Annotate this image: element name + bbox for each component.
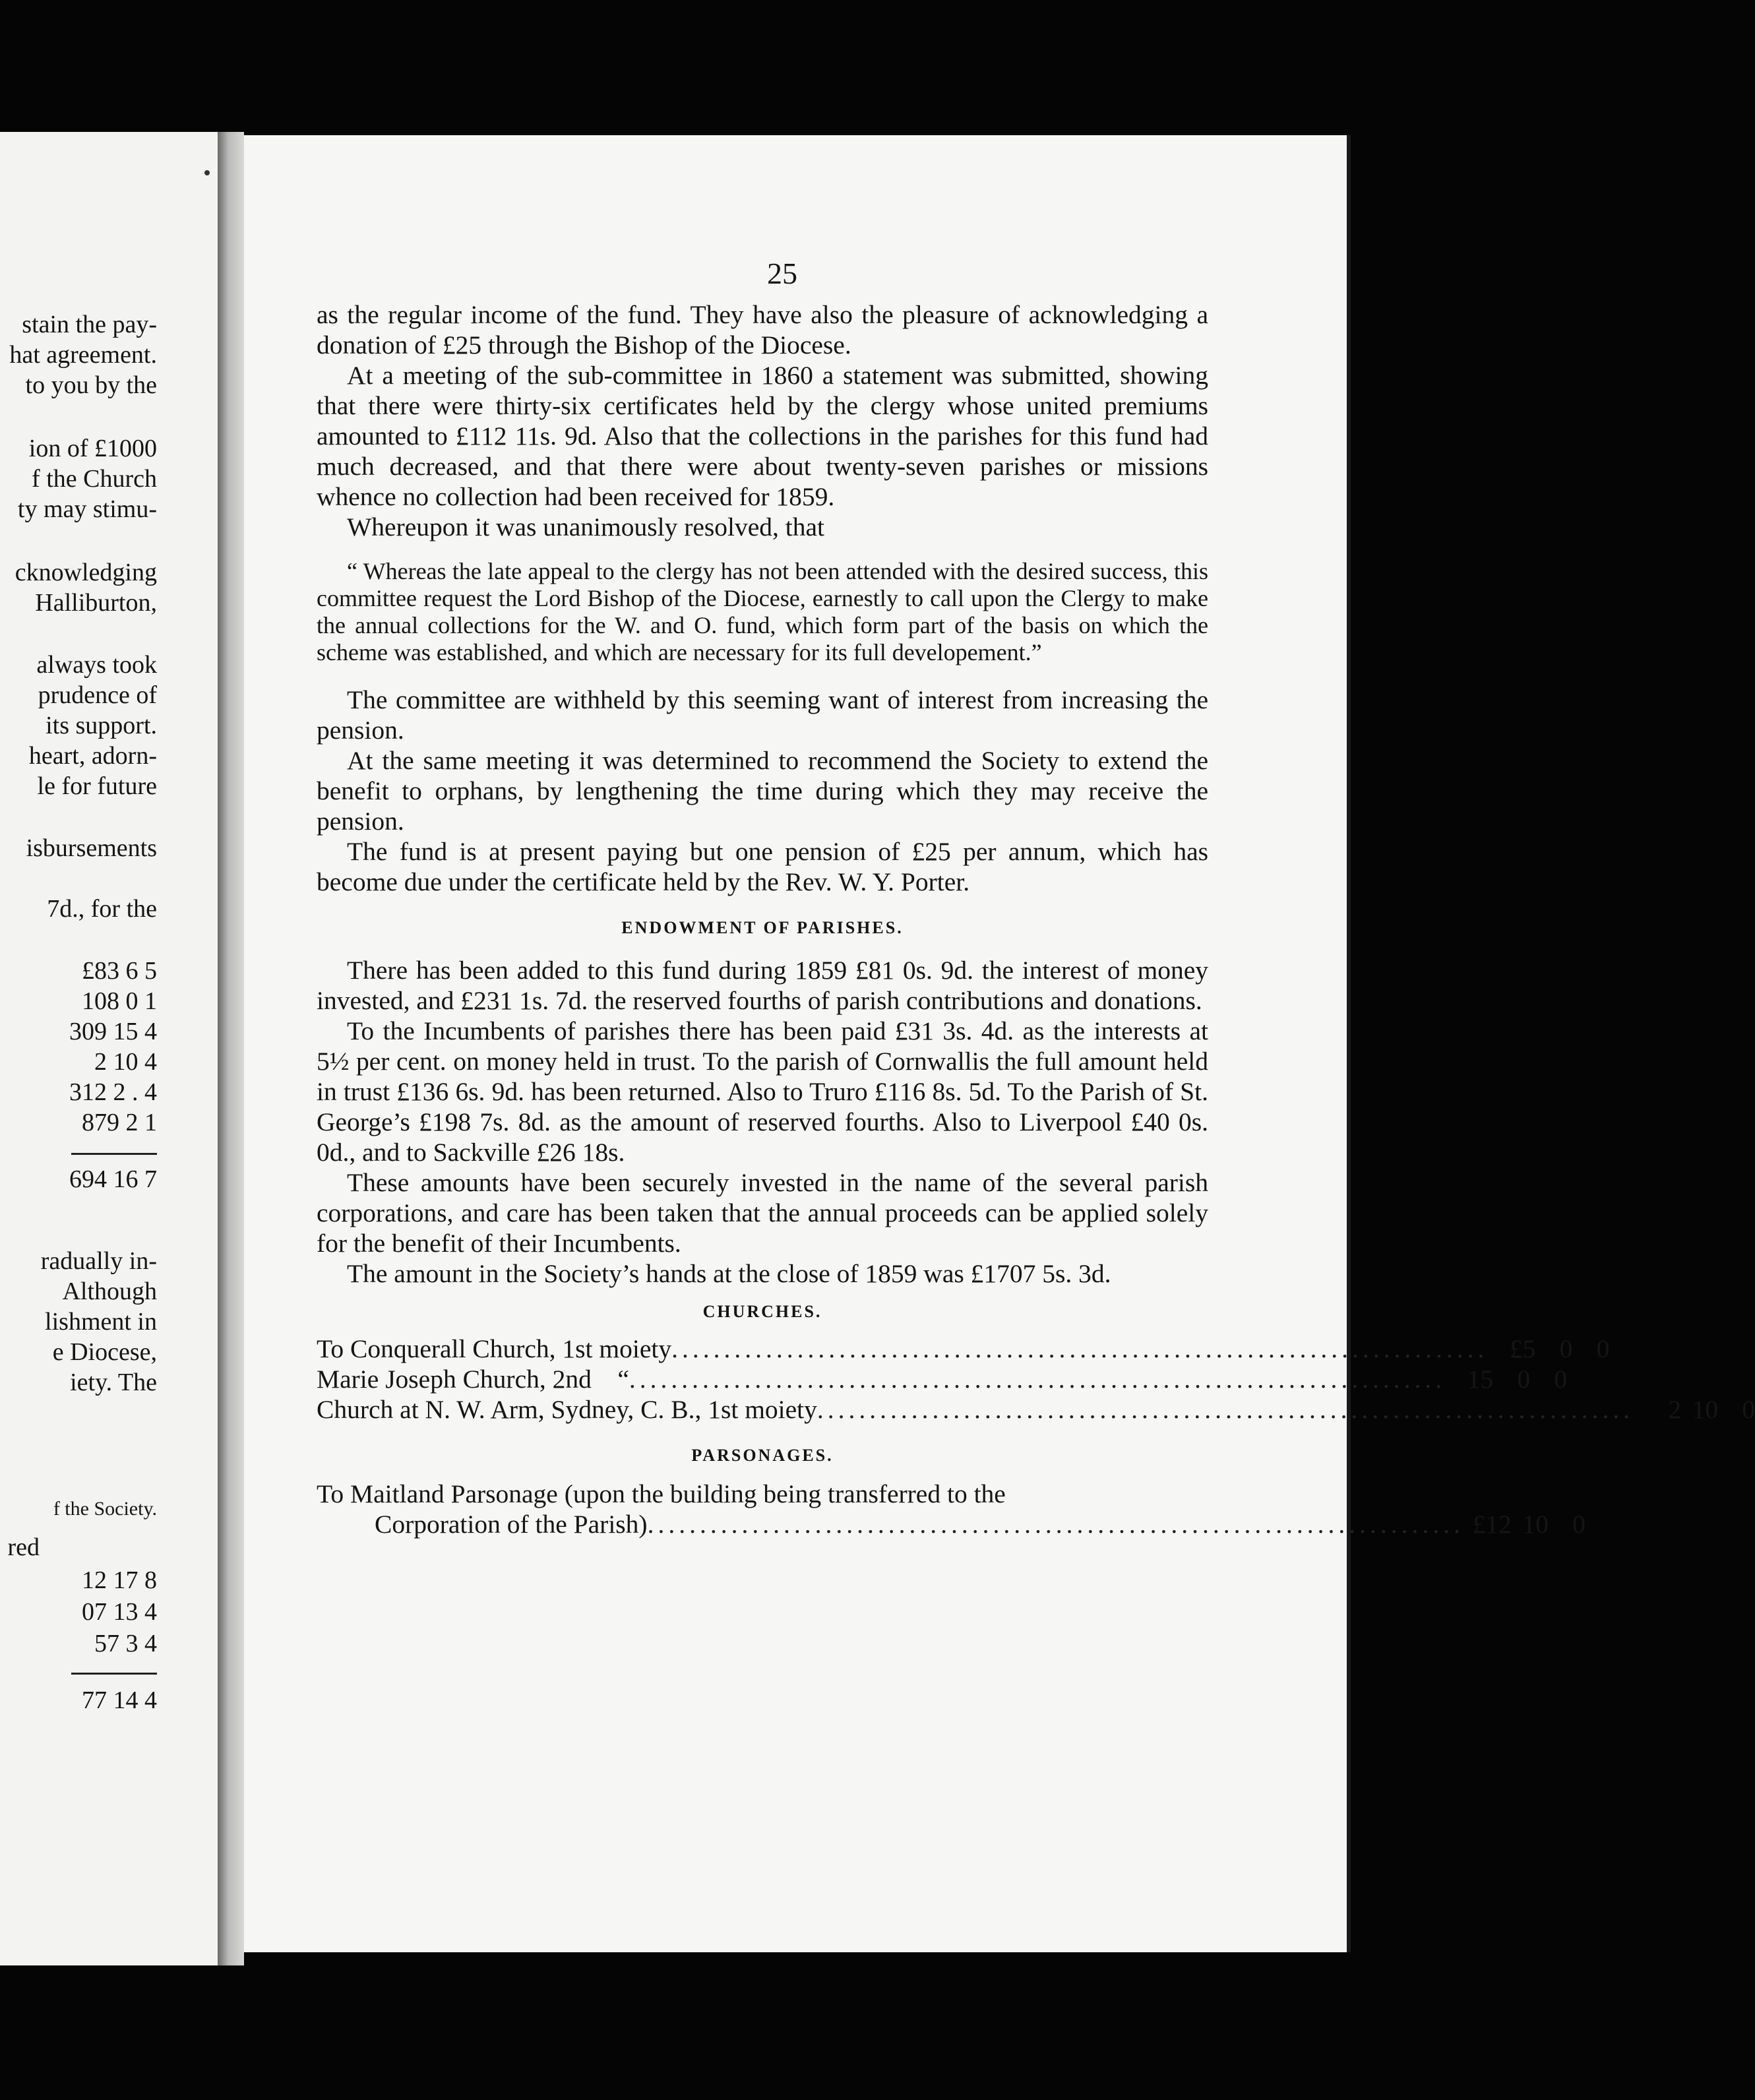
leader-dots: .............................................................................. xyxy=(629,1365,1446,1394)
sum-rule xyxy=(71,1673,157,1675)
paragraph: as the regular income of the fund. They have also the pleasure of acknowledging a donation of £25 through the Bishop of the Diocese. xyxy=(317,300,1208,359)
paragraph: The amount in the Society’s hands at the close of 1859 was £1707 5s. 3d. xyxy=(347,1259,1111,1288)
left-line: 57 3 4 xyxy=(94,1630,157,1657)
left-line: £83 6 5 xyxy=(82,957,157,985)
paragraph: The committee are withheld by this seeming want of interest from increasing the pension. xyxy=(317,685,1208,745)
left-line: stain the pay- xyxy=(22,311,157,338)
leader-dots: .............................................................................. xyxy=(816,1395,1634,1424)
left-line: 77 14 4 xyxy=(82,1686,157,1714)
left-line: isbursements xyxy=(26,834,157,862)
left-line: e Diocese, xyxy=(52,1338,157,1366)
left-line: 694 16 7 xyxy=(69,1165,157,1193)
left-line: red xyxy=(7,1533,40,1561)
page-number: 25 xyxy=(767,257,797,290)
section-heading-parsonages: PARSONAGES. xyxy=(691,1446,834,1465)
paragraph: There has been added to this fund during 1859 £81 0s. 9d. the interest of money invested, and £231 1s. 7d. the reserved fourths of parish contributions and donations. xyxy=(317,956,1208,1015)
left-line: f the Church xyxy=(32,465,157,493)
left-line: its support. xyxy=(46,712,157,739)
left-line: 12 17 8 xyxy=(82,1566,157,1594)
leader-dots: .............................................................................. xyxy=(671,1334,1489,1363)
sum-rule xyxy=(71,1153,157,1155)
left-line: f the Society. xyxy=(53,1498,157,1520)
resolution-quote: “ Whereas the late appeal to the clergy has not been attended with the desired success, this committee request the Lord Bishop of the Diocese, earnestly to call upon the Clergy to make the annual collections for the W. and O. fund, which form part of the basis on which the scheme was established, and which are necessary for its full developement.” xyxy=(317,558,1208,665)
section-heading-churches: CHURCHES. xyxy=(702,1302,822,1321)
left-line: lishment in xyxy=(45,1308,157,1336)
left-line: 879 2 1 xyxy=(82,1109,157,1136)
left-line: 309 15 4 xyxy=(69,1018,157,1045)
paragraph: These amounts have been securely invested in the name of the several parish corporations, and care has been taken that the annual proceeds can be applied solely for the benefit of their Incumbents. xyxy=(317,1168,1208,1258)
left-line: to you by the xyxy=(25,371,157,399)
paragraph: Whereupon it was unanimously resolved, that xyxy=(347,512,824,541)
paragraph: At a meeting of the sub-committee in 1860 a statement was submitted, showing that there were thirty-six certificates held by the clergy whose united premiums amounted to £112 11s. 9d. Also that the collections in the parishes for this fund had much decreased, and that there were about twenty-seven parishes or missions whence no collection had been received for 1859. xyxy=(317,361,1208,511)
left-line: heart, adorn- xyxy=(28,742,157,770)
parsonage-row: Corporation of the Parish) .............................................................................. £12 10 0 xyxy=(375,1510,1586,1539)
left-line: ion of £1000 xyxy=(28,435,157,462)
book-gutter xyxy=(218,132,244,1965)
margin-mark xyxy=(204,170,210,175)
church-row: Marie Joseph Church, 2nd “ .............................................................................. 15 0 0 xyxy=(317,1365,1568,1394)
paragraph: At the same meeting it was determined to recommend the Society to extend the benefit to orphans, by lengthening the time during which they may receive the pension. xyxy=(317,746,1208,836)
church-row: Church at N. W. Arm, Sydney, C. B., 1st moiety .............................................................................. 2 10 0 xyxy=(317,1395,1755,1424)
left-line: hat agreement. xyxy=(9,341,157,369)
left-line: radually in- xyxy=(40,1247,157,1275)
left-line: ty may stimu- xyxy=(17,495,157,523)
left-line: 07 13 4 xyxy=(82,1598,157,1626)
page-25 xyxy=(244,135,1755,1952)
left-line: prudence of xyxy=(38,681,157,709)
church-row: To Conquerall Church, 1st moiety .............................................................................. £5 0 0 xyxy=(317,1334,1610,1363)
left-line: 312 2 . 4 xyxy=(69,1078,157,1106)
paragraph: To the Incumbents of parishes there has been paid £31 3s. 4d. as the interests at 5½ per cent. on money held in trust. To the parish of Cornwallis the full amount held in trust £136 6s. 9d. has been returned. Also to Truro £116 8s. 5d. To the Parish of St. George’s £198 7s. 8d. as the amount of reserved fourths. Also to Liverpool £40 0s. 0d., and to Sackville £26 18s. xyxy=(317,1016,1208,1167)
parsonage-line: To Maitland Parsonage (upon the building being transferred to the xyxy=(317,1479,1006,1508)
left-line: le for future xyxy=(37,772,157,800)
section-heading-endowment: ENDOWMENT OF PARISHES. xyxy=(621,918,904,937)
left-line: iety. The xyxy=(70,1369,157,1396)
left-line: cknowledging xyxy=(15,559,157,586)
page-content xyxy=(317,257,1755,1539)
left-line: 108 0 1 xyxy=(82,987,157,1015)
left-line: 7d., for the xyxy=(47,895,157,923)
paragraph: The fund is at present paying but one pension of £25 per annum, which has become due under the certificate held by the Rev. W. Y. Porter. xyxy=(317,837,1208,896)
leader-dots: .............................................................................. xyxy=(647,1510,1464,1539)
left-line: always took xyxy=(36,651,157,679)
left-line: Halliburton, xyxy=(35,589,157,617)
facing-page-fragment xyxy=(0,132,218,1965)
left-line: 2 10 4 xyxy=(94,1048,157,1076)
left-line: Although xyxy=(62,1278,157,1305)
